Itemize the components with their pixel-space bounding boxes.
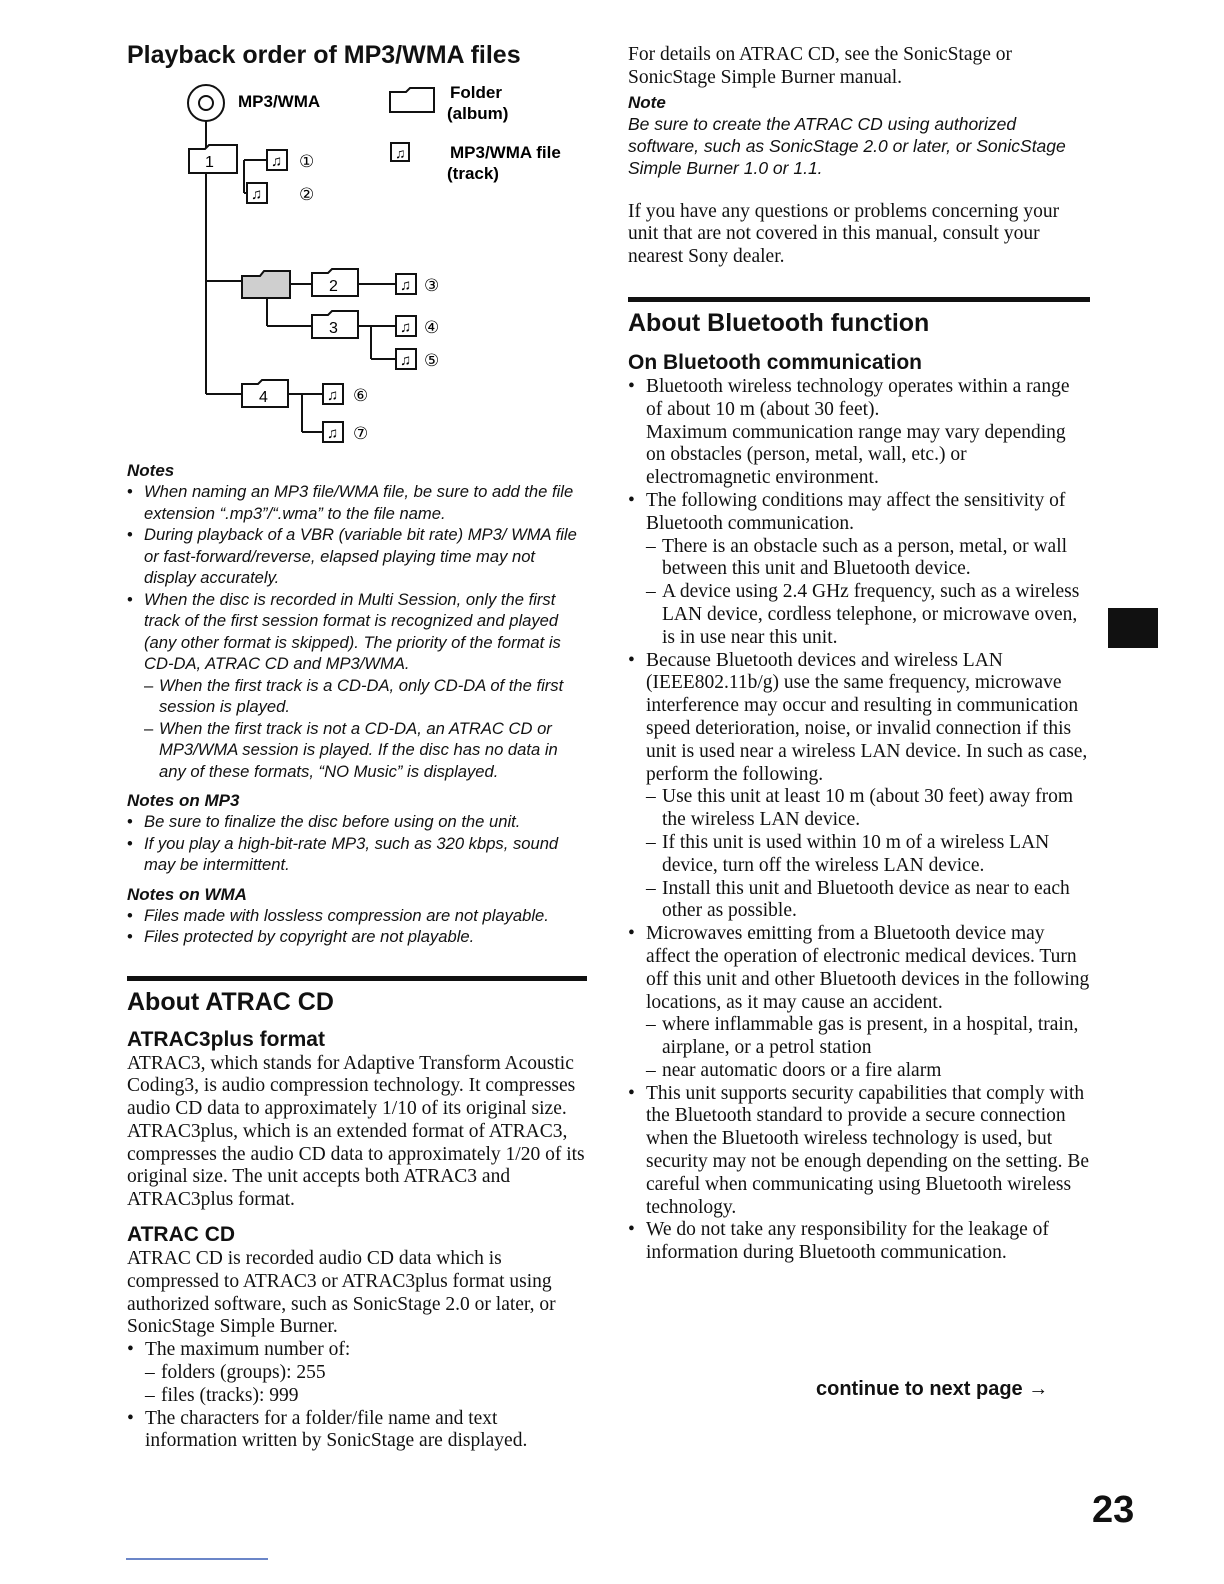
svg-text:♫: ♫ <box>327 425 339 442</box>
page-number: 23 <box>1092 1489 1135 1531</box>
wma-notes-heading: Notes on WMA <box>127 884 247 904</box>
list-item: – There is an obstacle such as a person, metal, or wall between this unit and Bluetooth device. <box>646 536 1090 582</box>
section-divider <box>127 976 587 981</box>
continue-next-page: continue to next page → <box>816 1378 1049 1400</box>
svg-text:♫: ♫ <box>400 277 412 294</box>
notes-list <box>127 481 587 782</box>
svg-text:⑥: ⑥ <box>353 386 369 405</box>
mp3-notes-block <box>127 790 587 876</box>
note-heading: Note <box>628 92 666 112</box>
folder-3-icon <box>312 311 358 338</box>
list-item: – If this unit is used within 10 m of a wireless LAN device, turn off the wireless LAN device. <box>646 832 1090 878</box>
list-item: • The characters for a folder/file name and text information written by SonicStage are displayed. <box>127 1408 587 1454</box>
list-item: • Files made with lossless compression are not playable. <box>127 905 587 927</box>
list-item: – where inflammable gas is present, in a hospital, train, airplane, or a petrol station <box>646 1014 1090 1060</box>
svg-text:♫: ♫ <box>400 352 412 369</box>
list-item: • We do not take any responsibility for the leakage of information during Bluetooth communication. <box>628 1219 1090 1265</box>
note-text: Be sure to create the ATRAC CD using authorized software, such as SonicStage 2.0 or later, or SonicStage Simple Burner 1.0 or 1.1. <box>628 113 1066 178</box>
list-item: – When the first track is not a CD-DA, an ATRAC CD or MP3/WMA session is played. If the disc has no data in any of these formats, “NO Music” is displayed. <box>144 718 587 783</box>
disc-icon <box>188 85 224 121</box>
playback-order-heading: Playback order of MP3/WMA files <box>127 41 521 69</box>
list-item: – near automatic doors or a fire alarm <box>646 1060 1090 1083</box>
track-2-icon <box>247 183 314 204</box>
media-label: MP3/WMA <box>238 92 321 111</box>
track-6-icon <box>323 384 368 405</box>
list-item: • Files protected by copyright are not playable. <box>127 926 587 948</box>
legend-folder-label-2: (album) <box>447 104 509 123</box>
list-item: • Microwaves emitting from a Bluetooth device may affect the operation of electronic medical devices. Turn off this unit and other Bluetooth devices in the following locations, as it may cause an accident. – where inflammable gas is present, in a hospital, train, airplane, or a petrol station – near automatic doors or a fire alarm <box>628 923 1090 1083</box>
folder-2-icon <box>312 269 358 296</box>
list-item: • If you play a high-bit-rate MP3, such as 320 kbps, sound may be intermittent. <box>127 833 587 876</box>
legend-file-label-2: (track) <box>447 164 499 183</box>
bluetooth-sub-heading: On Bluetooth communication <box>628 350 922 374</box>
atraccd-text: ATRAC CD is recorded audio CD data which is compressed to ATRAC3 or ATRAC3plus format using authorized software, such as SonicStage 2.0 or later, or SonicStage Simple Burner. <box>127 1248 556 1338</box>
bluetooth-section-heading: About Bluetooth function <box>628 308 930 337</box>
legend-file-icon <box>391 143 409 161</box>
section-divider <box>628 297 1090 302</box>
svg-text:♫: ♫ <box>395 145 406 161</box>
svg-text:♫: ♫ <box>271 153 283 170</box>
notes-heading: Notes <box>127 461 175 480</box>
list-item: • When the disc is recorded in Multi Session, only the first track of the first session format is recognized and played (any other format is skipped). The priority of the format is CD-DA, ATRAC CD and MP3/WMA. – When the first track is a CD-DA, only CD-DA of the first session is played. – When the first track is not a CD-DA, an ATRAC CD or MP3/WMA session is played. If the disc has no data in any of these formats, “NO Music” is displayed. <box>127 589 587 783</box>
svg-text:③: ③ <box>424 276 440 295</box>
notes-block <box>127 460 587 782</box>
left-column <box>127 40 587 1453</box>
track-5-icon <box>396 349 439 370</box>
notes-sublist <box>144 675 587 783</box>
list-item: – A device using 2.4 GHz frequency, such as a wireless LAN device, cordless telephone, or microwave oven, is in use near this unit. <box>646 581 1090 649</box>
track-1-icon <box>267 150 314 171</box>
legend-folder-label-1: Folder <box>450 83 502 102</box>
wma-notes-block <box>127 884 587 948</box>
folder-1-number: 1 <box>205 154 214 171</box>
bluetooth-list <box>628 376 1090 1265</box>
svg-text:♫: ♫ <box>251 186 263 203</box>
right-column <box>628 44 1090 1265</box>
atrac3plus-text: ATRAC3, which stands for Adaptive Transform Acoustic Coding3, is audio compression technology. It compresses audio CD data to approximately 1/10 of its original size. ATRAC3plus, which is an extended format of ATRAC3, compresses the audio CD data to approximately 1/20 of its original size. The unit accepts both ATRAC3 and ATRAC3plus format. <box>127 1052 585 1211</box>
folder-3-number: 3 <box>329 320 338 337</box>
legend-file-label-1: MP3/WMA file <box>450 143 561 162</box>
legend-folder-icon <box>390 88 434 112</box>
folder-4-number: 4 <box>259 389 268 406</box>
list-item: – folders (groups): 255 <box>145 1362 587 1385</box>
details-text: For details on ATRAC CD, see the SonicStage or SonicStage Simple Burner manual. <box>628 44 1013 88</box>
list-item: • Bluetooth wireless technology operates within a range of about 10 m (about 30 feet). Maximum communication range may vary depending on obstacles (person, metal, wall, etc.) or electromagnetic environment. <box>628 376 1090 490</box>
folder-4-icon <box>242 380 288 407</box>
svg-text:①: ① <box>299 152 315 171</box>
track-4-icon <box>396 316 439 337</box>
track-3-icon <box>396 274 439 295</box>
list-item: • Be sure to finalize the disc before using on the unit. <box>127 811 587 833</box>
atrac-section-heading: About ATRAC CD <box>127 987 334 1016</box>
folder-1-icon <box>189 145 237 173</box>
folder-2-number: 2 <box>329 278 338 295</box>
footer-line <box>126 1558 268 1560</box>
section-thumb-tab <box>1108 608 1158 648</box>
questions-text: If you have any questions or problems concerning your unit that are not covered in this manual, consult your nearest Sony dealer. <box>628 200 1060 268</box>
svg-text:②: ② <box>299 185 315 204</box>
list-item: – files (tracks): 999 <box>145 1385 587 1408</box>
list-item: – Install this unit and Bluetooth device as near to each other as possible. <box>646 878 1090 924</box>
list-item: • The maximum number of: – folders (groups): 255 – files (tracks): 999 <box>127 1339 587 1407</box>
list-item: • When naming an MP3 file/WMA file, be sure to add the file extension “.mp3”/“.wma” to the file name. <box>127 481 587 524</box>
list-item: • The following conditions may affect the sensitivity of Bluetooth communication. – There is an obstacle such as a person, metal, or wall between this unit and Bluetooth device. – A device using 2.4 GHz frequency, such as a wireless LAN device, cordless telephone, or microwave oven, is in use near this unit. <box>628 490 1090 650</box>
svg-text:④: ④ <box>424 318 440 337</box>
svg-text:♫: ♫ <box>327 387 339 404</box>
list-item: • Because Bluetooth devices and wireless LAN (IEEE802.11b/g) use the same frequency, microwave interference may occur and resulting in communication speed deterioration, noise, or invalid connection if this unit is used near a wireless LAN device. In such as case, perform the following. – Use this unit at least 10 m (about 30 feet) away from the wireless LAN device. – If this unit is used within 10 m of a wireless LAN device, turn off the wireless LAN device. – Install this unit and Bluetooth device as near to each other as possible. <box>628 650 1090 924</box>
atraccd-list <box>127 1339 587 1453</box>
svg-text:⑦: ⑦ <box>353 424 369 443</box>
list-item: • This unit supports security capabilities that comply with the Bluetooth standard to provide a secure connection when the Bluetooth wireless technology is used, but security may not be enough depending on the setting. Be careful when communicating using Bluetooth wireless technology. <box>628 1083 1090 1220</box>
track-7-icon <box>323 422 368 443</box>
atraccd-heading: ATRAC CD <box>127 1223 236 1247</box>
folder-tree-svg <box>127 76 587 448</box>
folder-tree-diagram <box>127 76 587 448</box>
mp3-notes-heading: Notes on MP3 <box>127 791 240 810</box>
list-item: • During playback of a VBR (variable bit rate) MP3/ WMA file or fast-forward/reverse, elapsed playing time may not display accurately. <box>127 524 587 589</box>
empty-folder-icon <box>242 271 290 298</box>
list-item: – When the first track is a CD-DA, only CD-DA of the first session is played. <box>144 675 587 718</box>
svg-text:⑤: ⑤ <box>424 351 440 370</box>
svg-text:♫: ♫ <box>400 319 412 336</box>
list-item: – Use this unit at least 10 m (about 30 feet) away from the wireless LAN device. <box>646 786 1090 832</box>
atrac3plus-heading: ATRAC3plus format <box>127 1027 325 1051</box>
